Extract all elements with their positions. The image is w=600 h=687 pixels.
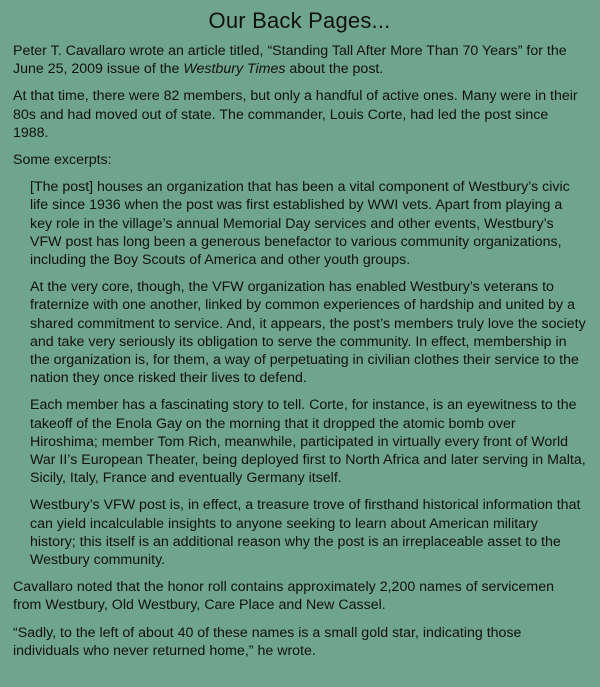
intro-paragraph [13, 42, 586, 78]
intro-text-after: about the post. [285, 61, 384, 78]
excerpt-paragraph: At the very core, though, the VFW organization has enabled Westbury’s veterans to fraternize with one another, linked by common experiences of hardship and united by a shared commitment to service. And, it appears, the post’s members truly love the society and take very seriously its obligation to serve the community. In effect, membership in the organization is, for them, a way of perpetuating in civilian clothes their service to the nation they once risked their lives to defend. [30, 279, 586, 387]
excerpt-paragraph: Each member has a fascinating story to tell. Corte, for instance, is an eyewitness to the takeoff of the Enola Gay on the morning that it dropped the atomic bomb over Hiroshima; member Tom Rich, meanwhile, participated in virtually every front of World War II’s European Theater, being deployed first to North Africa and later serving in Malta, Sicily, Italy, France and eventually Germany itself. [30, 397, 586, 487]
intro-text-before: Peter T. Cavallaro wrote an article titled, “Standing Tall After More Than 70 Years” for the June 25, 2009 issue of the [13, 43, 567, 78]
excerpt-paragraph: [The post] houses an organization that has been a vital component of Westbury’s civic life since 1936 when the post was first established by WWI vets. Apart from playing a key role in the village’s annual Memorial Day services and other events, Westbury’s VFW post has long been a generous benefactor to various community organizations, including the Boy Scouts of America and other youth groups. [30, 179, 570, 269]
gold-star-paragraph: “Sadly, to the left of about 40 of these names is a small gold star, indicating those individuals who never returned home,” he wrote. [13, 624, 522, 659]
membership-paragraph: At that time, there were 82 members, but only a handful of active ones. Many were in their 80s and had moved out of state. The commander, Louis Corte, had led the post since 1988. [13, 88, 578, 141]
publication-name: Westbury Times [183, 61, 286, 78]
excerpts-label: Some excerpts: [13, 152, 112, 169]
page-title: Our Back Pages... [208, 8, 391, 33]
excerpts-block [30, 178, 586, 569]
honor-roll-paragraph: Cavallaro noted that the honor roll contains approximately 2,200 names of servicemen from Westbury, Old Westbury, Care Place and New Cassel. [13, 579, 555, 614]
excerpt-paragraph: Westbury’s VFW post is, in effect, a treasure trove of firsthand historical information that can yield incalculable insights to anyone seeking to learn about American military history; this itself is an additional reason why the post is an irreplaceable asset to the Westbury community. [30, 497, 581, 569]
